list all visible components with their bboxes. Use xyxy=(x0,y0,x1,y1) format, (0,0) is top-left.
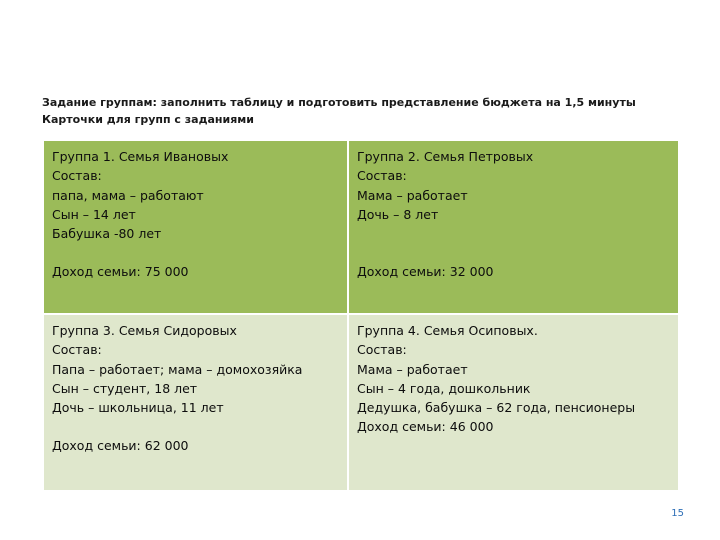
card-composition-label: Состав: xyxy=(357,168,407,184)
card-title: Группа 4. Семья Осиповых. xyxy=(357,323,538,338)
card-member: Сын – студент, 18 лет xyxy=(52,380,198,396)
card-income: Доход семьи: 75 000 xyxy=(52,264,189,280)
card-member: Дочь – 8 лет xyxy=(357,206,439,222)
card-group-2 xyxy=(348,141,678,314)
card-income: Доход семьи: 46 000 xyxy=(357,419,494,435)
card-member: Дочь – школьница, 11 лет xyxy=(52,400,224,416)
card-member: Папа – работает; мама – домохозяйка xyxy=(52,361,303,377)
card-income: Доход семьи: 62 000 xyxy=(52,438,189,454)
card-member: Мама – работает xyxy=(357,187,468,203)
card-group-1 xyxy=(44,141,348,314)
task-heading-line1: Задание группам: заполнить таблицу и подготовить представление бюджета на 1,5 минуты xyxy=(42,96,636,109)
card-composition-label: Состав: xyxy=(52,342,102,358)
group-cards-table xyxy=(44,141,678,490)
card-member: Сын – 14 лет xyxy=(52,206,136,222)
card-title: Группа 3. Семья Сидоровых xyxy=(52,323,237,338)
card-group-3 xyxy=(44,314,348,490)
card-member: Бабушка -80 лет xyxy=(52,226,162,242)
card-income: Доход семьи: 32 000 xyxy=(357,264,494,280)
card-member: Мама – работает xyxy=(357,361,468,377)
card-member: папа, мама – работают xyxy=(52,187,204,203)
card-composition-label: Состав: xyxy=(52,168,102,184)
card-group-4 xyxy=(348,314,678,490)
task-heading-line2: Карточки для групп с заданиями xyxy=(42,113,254,126)
task-heading xyxy=(42,94,682,128)
card-composition-label: Состав: xyxy=(357,342,407,358)
card-member: Дедушка, бабушка – 62 года, пенсионеры xyxy=(357,400,636,416)
slide-number: 15 xyxy=(671,508,684,519)
card-title: Группа 2. Семья Петровых xyxy=(357,149,534,164)
card-title: Группа 1. Семья Ивановых xyxy=(52,149,229,164)
card-member: Сын – 4 года, дошкольник xyxy=(357,380,531,396)
